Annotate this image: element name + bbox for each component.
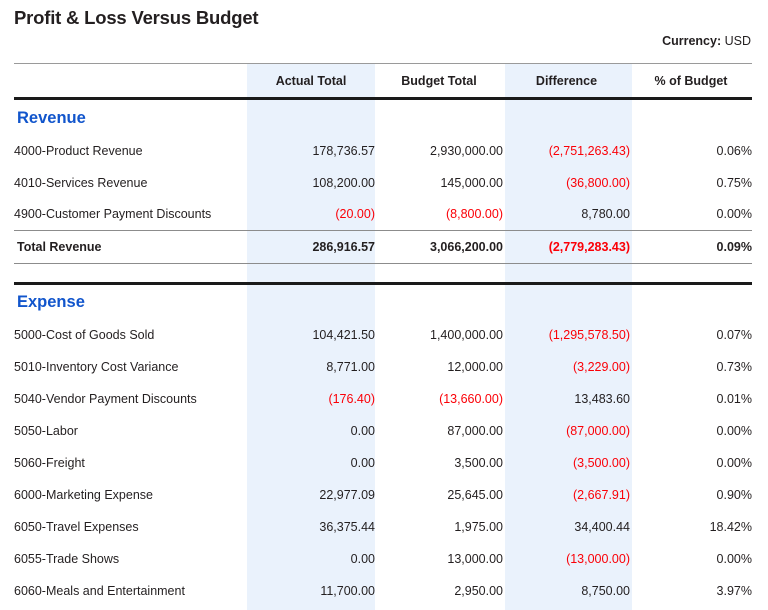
budget-total-cell-value: 25,645.00 [447, 488, 503, 502]
budget-total-cell-value: 2,950.00 [454, 584, 503, 598]
percent-of-budget-cell [630, 447, 752, 479]
table-row [14, 351, 752, 383]
column-header-budget-total: Budget Total [375, 64, 503, 99]
difference-cell [503, 167, 630, 199]
total-actual-total-cell-value: 286,916.57 [312, 240, 375, 254]
account-label: 6000-Marketing Expense [14, 488, 153, 502]
actual-total-cell-value: 178,736.57 [312, 143, 375, 158]
account-label: 4900-Customer Payment Discounts [14, 207, 212, 222]
account-label: 4000-Product Revenue [14, 143, 143, 158]
percent-of-budget-cell-value: 0.00% [716, 424, 752, 438]
difference-cell-value: (13,000.00) [566, 552, 630, 566]
percent-of-budget-cell-value: 3.97% [716, 584, 752, 598]
percent-of-budget-cell-value: 0.73% [716, 360, 752, 374]
budget-total-cell-value: 13,000.00 [447, 552, 503, 566]
table-header-row [14, 64, 752, 99]
percent-of-budget-cell-value: 0.00% [716, 207, 752, 222]
budget-total-cell-value: 87,000.00 [447, 424, 503, 438]
budget-total-cell [375, 575, 503, 607]
difference-cell [503, 199, 630, 231]
percent-of-budget-cell [630, 167, 752, 199]
actual-total-cell-value: 22,977.09 [319, 488, 375, 502]
page-title: Profit & Loss Versus Budget [14, 7, 259, 28]
difference-cell-value: (1,295,578.50) [548, 328, 630, 342]
budget-total-cell [375, 447, 503, 479]
account-label: 5000-Cost of Goods Sold [14, 328, 155, 342]
budget-total-cell [375, 511, 503, 543]
percent-of-budget-cell [630, 479, 752, 511]
column-header-label [14, 64, 247, 99]
currency-value: USD [724, 34, 751, 48]
actual-total-cell [247, 447, 375, 479]
budget-total-cell-value: (13,660.00) [439, 392, 503, 406]
percent-of-budget-cell [630, 543, 752, 575]
actual-total-cell [247, 199, 375, 231]
account-label: 5050-Labor [14, 424, 78, 438]
percent-of-budget-cell [630, 135, 752, 167]
section-title: Revenue [17, 108, 86, 127]
budget-total-cell-value: 2,930,000.00 [430, 143, 503, 158]
total-difference-cell-value: (2,779,283.43) [548, 240, 630, 254]
actual-total-cell-value: 108,200.00 [312, 175, 375, 190]
percent-of-budget-cell-value: 0.06% [716, 143, 752, 158]
actual-total-cell-value: 0.00 [350, 552, 375, 566]
actual-total-cell [247, 135, 375, 167]
section-spacer [14, 264, 752, 282]
total-difference-cell [503, 231, 630, 264]
actual-total-cell [247, 167, 375, 199]
column-header-percent-of-budget: % of Budget [630, 64, 752, 99]
percent-of-budget-cell [630, 319, 752, 351]
percent-of-budget-cell-value: 0.75% [716, 175, 752, 190]
actual-total-cell [247, 543, 375, 575]
report-table [14, 63, 752, 607]
actual-total-cell-value: (20.00) [335, 207, 375, 222]
percent-of-budget-cell [630, 199, 752, 231]
difference-cell-value: (36,800.00) [566, 175, 630, 190]
difference-cell-value: 8,780.00 [581, 207, 630, 222]
total-actual-total-cell [247, 231, 375, 264]
difference-cell [503, 383, 630, 415]
table-row [14, 543, 752, 575]
difference-cell [503, 319, 630, 351]
table-row [14, 479, 752, 511]
difference-cell [503, 351, 630, 383]
percent-of-budget-cell [630, 511, 752, 543]
account-label: 4010-Services Revenue [14, 175, 148, 190]
column-header-difference: Difference [503, 64, 630, 99]
actual-total-cell-value: 104,421.50 [312, 328, 375, 342]
actual-total-cell-value: 36,375.44 [319, 520, 375, 534]
column-header-actual-total: Actual Total [247, 64, 375, 99]
difference-cell-value: (3,500.00) [573, 456, 630, 470]
total-budget-total-cell-value: 3,066,200.00 [430, 240, 503, 254]
difference-cell [503, 543, 630, 575]
account-label: 5060-Freight [14, 456, 85, 470]
percent-of-budget-cell-value: 0.01% [716, 392, 752, 406]
percent-of-budget-cell [630, 415, 752, 447]
budget-total-cell-value: 1,975.00 [454, 520, 503, 534]
actual-total-cell-value: (176.40) [328, 392, 375, 406]
total-percent-of-budget-cell-value: 0.09% [716, 240, 752, 254]
budget-total-cell [375, 383, 503, 415]
actual-total-cell [247, 479, 375, 511]
actual-total-cell-value: 0.00 [350, 424, 375, 438]
budget-total-cell [375, 351, 503, 383]
difference-cell [503, 447, 630, 479]
percent-of-budget-cell [630, 351, 752, 383]
table-row [14, 447, 752, 479]
difference-cell-value: (2,667.91) [573, 488, 630, 502]
account-label: 5040-Vendor Payment Discounts [14, 392, 197, 406]
actual-total-cell-value: 8,771.00 [326, 360, 375, 374]
budget-total-cell-value: (8,800.00) [446, 207, 503, 222]
difference-cell [503, 415, 630, 447]
actual-total-cell [247, 383, 375, 415]
difference-cell [503, 575, 630, 607]
table-row [14, 199, 752, 231]
budget-total-cell-value: 3,500.00 [454, 456, 503, 470]
account-label: 6050-Travel Expenses [14, 520, 139, 534]
section-header-row [14, 283, 752, 319]
actual-total-cell [247, 511, 375, 543]
table-row [14, 135, 752, 167]
actual-total-cell [247, 575, 375, 607]
actual-total-cell-value: 0.00 [350, 456, 375, 470]
currency-indicator [662, 34, 751, 48]
budget-total-cell [375, 167, 503, 199]
difference-cell-value: (2,751,263.43) [548, 143, 630, 158]
difference-cell-value: 13,483.60 [574, 392, 630, 406]
percent-of-budget-cell-value: 0.07% [716, 328, 752, 342]
actual-total-cell [247, 351, 375, 383]
actual-total-cell-value: 11,700.00 [320, 584, 375, 598]
budget-total-cell [375, 543, 503, 575]
difference-cell-value: (87,000.00) [566, 424, 630, 438]
percent-of-budget-cell [630, 575, 752, 607]
budget-total-cell-value: 145,000.00 [440, 175, 503, 190]
table-row [14, 167, 752, 199]
percent-of-budget-cell [630, 383, 752, 415]
total-row [14, 231, 752, 264]
actual-total-cell [247, 415, 375, 447]
budget-total-cell [375, 135, 503, 167]
section-title: Expense [17, 293, 85, 312]
table-row [14, 575, 752, 607]
budget-total-cell-value: 1,400,000.00 [430, 328, 503, 342]
difference-cell-value: (3,229.00) [573, 360, 630, 374]
account-label: 6055-Trade Shows [14, 552, 120, 566]
total-label: Total Revenue [14, 231, 247, 264]
percent-of-budget-cell-value: 18.42% [709, 520, 752, 534]
budget-total-cell-value: 12,000.00 [447, 360, 503, 374]
table-row [14, 415, 752, 447]
budget-total-cell [375, 415, 503, 447]
account-label: 5010-Inventory Cost Variance [14, 360, 179, 374]
percent-of-budget-cell-value: 0.00% [716, 552, 752, 566]
percent-of-budget-cell-value: 0.00% [716, 456, 752, 470]
section-header-row [14, 99, 752, 135]
budget-total-cell [375, 319, 503, 351]
actual-total-cell [247, 319, 375, 351]
difference-cell [503, 511, 630, 543]
table-row [14, 383, 752, 415]
total-budget-total-cell [375, 231, 503, 264]
budget-total-cell [375, 199, 503, 231]
account-label: 6060-Meals and Entertainment [14, 584, 185, 598]
total-percent-of-budget-cell [630, 231, 752, 264]
difference-cell [503, 479, 630, 511]
difference-cell-value: 34,400.44 [574, 520, 630, 534]
table-row [14, 319, 752, 351]
percent-of-budget-cell-value: 0.90% [716, 488, 752, 502]
currency-label: Currency: [662, 34, 722, 48]
table-row [14, 511, 752, 543]
difference-cell-value: 8,750.00 [581, 584, 630, 598]
budget-total-cell [375, 479, 503, 511]
difference-cell [503, 135, 630, 167]
